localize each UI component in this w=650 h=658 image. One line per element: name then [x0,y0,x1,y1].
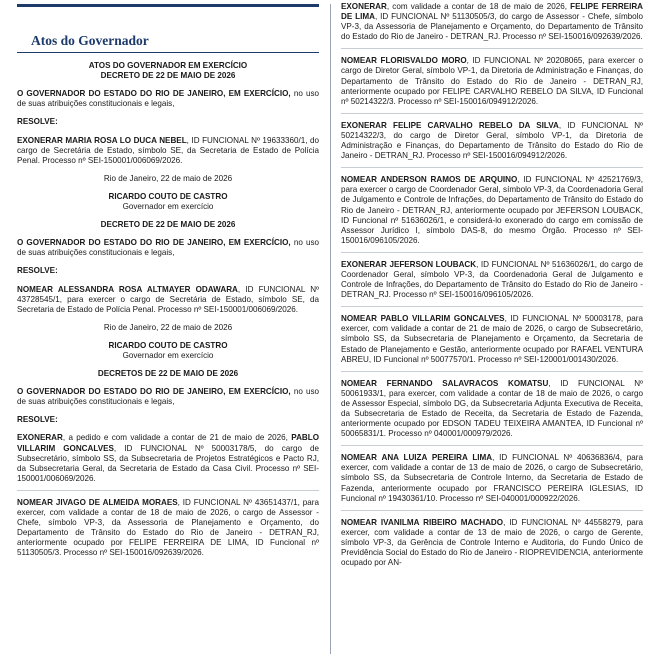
act-text: , ID FUNCIONAL Nº 43651437/1, para exercer, com validade a contar de 18 de maio de 2026, o cargo de Assessor - Chefe, símbolo VP-3, da Assessoria de Planejamento e Orçamento, do Departamento de Trânsito do Estado do Rio de Janeiro - DETRAN_RJ, anteriormente ocupado por FELIPE FERREIRA DE LIMA, ID Funcional nº 51130505/3. Processo nº SEI-150016/092639/2026. [17,497,319,558]
act-name: EXONERAR FELIPE CARVALHO REBELO DA SILVA [341,120,559,130]
act-exonerar-pablo [17,433,319,490]
resolve-1: RESOLVE: [17,117,58,127]
preamble-bold: O GOVERNADOR DO ESTADO DO RIO DE JANEIRO, EM EXERCÍCIO, [17,238,291,248]
act-name: NOMEAR ANDERSON RAMOS DE ARQUINO [341,175,518,185]
act-nomear-florisvaldo [341,56,643,113]
act-name: NOMEAR PABLO VILLARIM GONCALVES [341,314,505,324]
act-name: NOMEAR FERNANDO SALAVRACOS KOMATSU [341,378,549,388]
preamble-bold: O GOVERNADOR DO ESTADO DO RIO DE JANEIRO, EM EXERCÍCIO, [17,89,291,99]
section-title: Atos do Governador [17,7,319,53]
act-name: NOMEAR ALESSANDRA ROSA ALTMAYER ODAWARA [17,284,238,294]
resolve-2: RESOLVE: [17,266,58,276]
act-name: NOMEAR JIVAGO DE ALMEIDA MORAES [17,497,178,507]
act-exonerar-jeferson [341,260,643,307]
decreto-title-2: DECRETO DE 22 DE MAIO DE 2026 [100,220,236,230]
act-text: , ID FUNCIONAL Nº 44558279, para exercer, com validade a contar de 13 de maio de 2026, o cargo de Gerente, símbolo VP-3, da Gerência de Controle Interno e Auditoria, do Fundo Único de Previdência Social do Estado do Rio de Janeiro - RIOPREVIDENCIA, anteriormente ocupado por AN- [341,517,643,568]
act-text: , ID FUNCIONAL Nº 50003178/5, do cargo de Subsecretário, símbolo SS, da Subsecretaria de Projetos Estratégicos e Pacto RJ, da Subsecretaria Geral, da Secretaria de Estado da Casa Civil. Processo nº SEI-150001/006069/2026. [17,443,319,483]
signer-name-2: RICARDO COUTO DE CASTRO [108,340,228,350]
act-name: NOMEAR FLORISVALDO MORO [341,56,467,66]
governor-preamble-1 [17,89,319,109]
act-text: , ID FUNCIONAL Nº 51130505/3, do cargo de Assessor - Chefe, símbolo VP-3, da Assessoria de Planejamento e Orçamento, do Departamento de Trânsito do Estado do Rio de Janeiro - DETRAN_RJ. Processo nº SEI-150016/092639/2026. [341,12,643,42]
act-nomear-ivanilma [341,518,643,574]
preamble-rest: no uso de suas atribuições constitucionais e legais, [17,89,320,109]
act-name: PABLO VILLARIM GONCALVES [17,433,319,453]
act-name: EXONERAR MARIA ROSA LO DUCA NEBEL [17,135,187,145]
date-line-2: Rio de Janeiro, 22 de maio de 2026 [103,322,233,332]
act-text: , ID FUNCIONAL Nº 50061933/1, para exercer, com validade a contar de 18 de maio de 2026, o cargo de Assessor Especial, símbolo DG, da Subsecretaria Adjunta Executiva de Receita, da Subsecretaria de Estado de Receita, da Secretaria de Estado de Fazenda, anteriormente ocupado por EDSON TADEU TEIXEIRA AMANTEA, ID Funcional nº 50065831/1. Processo nº 040001/000979/2026. [341,378,643,439]
left-column [17,0,319,571]
act-name: EXONERAR JEFERSON LOUBACK [341,259,477,269]
signer-role-1: Governador em exercício [122,202,214,212]
act-text: , ID FUNCIONAL Nº 40636836/4, para exercer, com validade a contar de 13 de maio de 2026, o cargo de Subsecretário, símbolo SS, da Subsecretaria de Controle Interno, da Secretaria de Estado de Fazenda, anteriormente ocupado por FRANCISCO PEREIRA IGLESIAS, ID Funcional nº 19430361/10. Processo nº SEI-040001/000922/2026. [341,453,643,503]
act-nomear-jivago [17,498,319,565]
signer-name-1: RICARDO COUTO DE CASTRO [108,191,228,201]
act-text: , ID FUNCIONAL Nº 19633360/1, do cargo de Secretária de Estado, símbolo SE, da Secretaria de Estado de Polícia Penal. Processo nº SEI-150001/006069/2026. [17,135,319,165]
preamble-rest: no uso de suas atribuições constitucionais e legais, [17,387,320,407]
act-text: , ID FUNCIONAL Nº 51636026/1, do cargo de Coordenador Geral, símbolo VP-3, da Coordenadoria Geral de Julgamento e Controle de Infrações, do Departamento de Trânsito do Estado do Rio de Janeiro - DETRAN_RJ. Processo nº SEI-150016/096105/2026. [341,259,643,300]
act-verb: EXONERAR [17,433,63,443]
governor-preamble-3 [17,387,319,407]
header-line1: ATOS DO GOVERNADOR EM EXERCÍCIO [88,61,248,71]
act-text: , a pedido e com validade a contar de 21 de maio de 2026, [62,433,292,443]
column-divider [330,4,331,654]
header-line2: DECRETO DE 22 DE MAIO DE 2026 [100,71,236,81]
act-nomear-fernando [341,379,643,447]
governor-preamble-2 [17,238,319,258]
act-text: , ID FUNCIONAL Nº 50214322/3, do cargo de Diretor Geral, símbolo VP-1, da Diretoria de Administração e Finanças, do Departamento de Trânsito do Estado do Rio de Janeiro - DETRAN_RJ. Processo nº SEI-150016/094912/2026. [341,120,644,161]
act-exonerar-felipe-carvalho [341,121,643,168]
act-nomear-pablo [341,314,643,371]
signer-role-2: Governador em exercício [122,350,214,360]
act-name: FELIPE FERREIRA DE LIMA [341,2,644,22]
act-text: , ID FUNCIONAL Nº 50003178, para exercer, com validade a contar de 21 de maio de 2026, o cargo de Subsecretário, símbolo SS, da Subsecretaria de Planejamento e Orçamento, da Secretaria de Estado de Planejamento e Gestão, anteriormente ocupado por RAFAEL VENTURA ABREU, ID Funcional nº 50077570/1. Processo nº SEI-120001/001430/2026. [341,314,643,364]
act-nomear-alessandra [17,285,319,315]
act-nomear-ana-luiza [341,453,643,510]
date-line-1: Rio de Janeiro, 22 de maio de 2026 [103,173,233,183]
act-name: NOMEAR IVANILMA RIBEIRO MACHADO [341,517,504,527]
preamble-bold: O GOVERNADOR DO ESTADO DO RIO DE JANEIRO, EM EXERCÍCIO, [17,387,291,397]
act-nomear-anderson [341,175,643,253]
decretos-title-3: DECRETOS DE 22 DE MAIO DE 2026 [97,369,239,379]
act-text: , ID FUNCIONAL Nº 42521769/3, para exercer o cargo de Coordenador Geral, símbolo VP-3, da Coordenadoria Geral de Julgamento e Controle de Infrações, do Departamento de Trânsito do Estado do Rio de Janeiro - DETRAN_RJ, anteriormente ocupado por JEFERSON LOUBACK, ID Funcional nº 51636026/1, e considerá-lo exonerado do cargo em comissão de Assessor Jurídico I, símbolo DAS-8, do mesmo Órgão. Processo nº SEI-150016/096105/2026. [341,175,643,245]
resolve-3: RESOLVE: [17,415,58,425]
preamble-rest: no uso de suas atribuições constitucionais e legais, [17,238,320,258]
act-exonerar-maria-rosa [17,136,319,166]
act-exonerar-felipe-lima [341,2,643,49]
act-verb: EXONERAR [341,2,387,11]
act-text: , ID FUNCIONAL Nº 20208065, para exercer o cargo de Diretor Geral, símbolo VP-1, da Diretoria de Administração e Finanças, do Departamento de Trânsito do Estado do Rio de Janeiro - DETRAN_RJ, anteriormente ocupado por FELIPE CARVALHO REBELO DA SILVA, ID Funcional nº 50214322/3. Processo nº SEI-150016/094912/2026. [341,56,643,106]
act-text: , com validade a contar de 18 de maio de 2026, [386,2,571,11]
act-name: NOMEAR ANA LUIZA PEREIRA LIMA [341,453,493,463]
act-text: , ID FUNCIONAL Nº 43728545/1, para exercer o cargo de Secretária de Estado, símbolo SE, da Secretaria de Estado de Polícia Penal. Processo nº SEI-150001/006069/2026. [17,284,320,314]
right-column [341,0,643,581]
